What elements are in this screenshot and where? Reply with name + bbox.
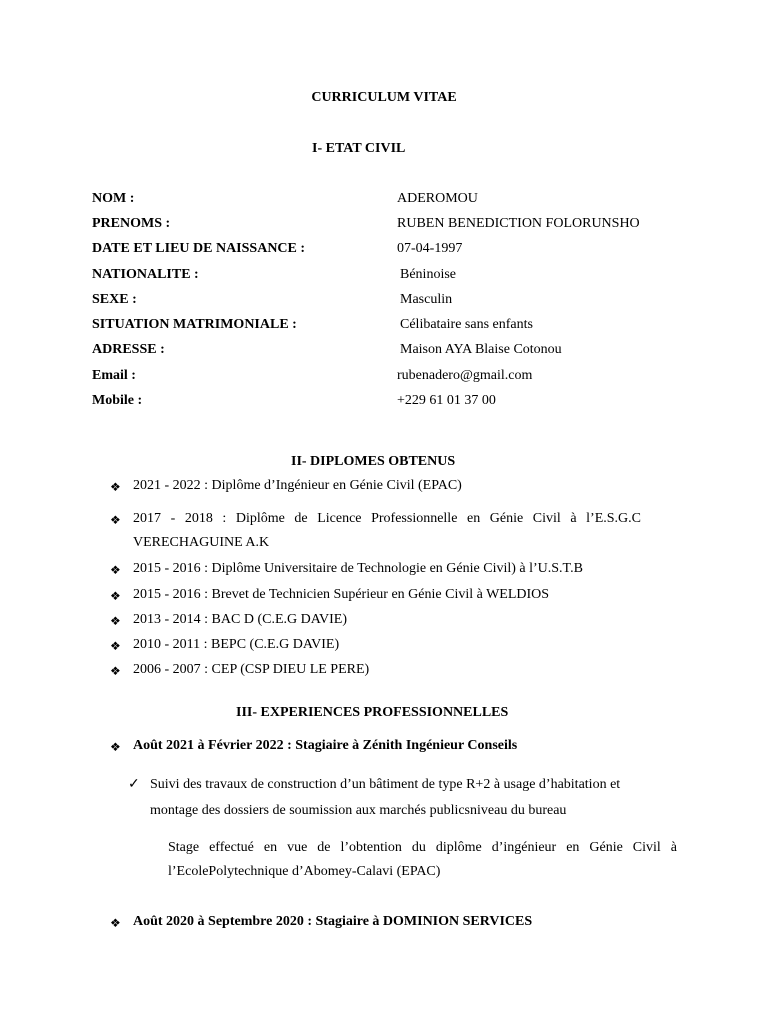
- diplome-item: 2006 - 2007 : CEP (CSP DIEU LE PERE): [133, 662, 370, 677]
- value-naissance: 07-04-1997: [397, 241, 463, 256]
- check-icon: ✓: [128, 777, 140, 792]
- value-adresse: Maison AYA Blaise Cotonou: [400, 342, 562, 357]
- label-nom: NOM :: [92, 191, 135, 206]
- experience-note-continuation: l’EcolePolytechnique d’Abomey-Calavi (EPAC): [168, 864, 441, 879]
- label-naissance: DATE ET LIEU DE NAISSANCE :: [92, 241, 306, 256]
- value-sexe: Masculin: [400, 292, 453, 307]
- experience-title: Août 2020 à Septembre 2020 : Stagiaire à DOMINION SERVICES: [133, 914, 533, 929]
- label-prenoms: PRENOMS :: [92, 216, 171, 231]
- diplome-item: 2013 - 2014 : BAC D (C.E.G DAVIE): [133, 612, 348, 627]
- diamond-bullet-icon: ❖: [110, 639, 121, 653]
- label-mobile: Mobile :: [92, 393, 143, 408]
- section-etat-civil: I- ETAT CIVIL: [312, 141, 406, 156]
- experience-task: Suivi des travaux de construction d’un bâtiment de type R+2 à usage d’habitation et: [150, 777, 621, 792]
- value-situation: Célibataire sans enfants: [400, 317, 533, 332]
- value-nationalite: Béninoise: [400, 267, 456, 282]
- experience-note: Stage effectué en vue de l’obtention du diplôme d’ingénieur en Génie Civil à: [168, 840, 677, 855]
- diamond-bullet-icon: ❖: [110, 480, 121, 494]
- diplome-item-continuation: VERECHAGUINE A.K: [133, 535, 270, 550]
- diamond-bullet-icon: ❖: [110, 589, 121, 603]
- value-prenoms: RUBEN BENEDICTION FOLORUNSHO: [397, 216, 640, 231]
- label-sexe: SEXE :: [92, 292, 137, 307]
- diplome-item: 2017 - 2018 : Diplôme de Licence Professionnelle en Génie Civil à l’E.S.G.C: [133, 511, 641, 526]
- diamond-bullet-icon: ❖: [110, 740, 121, 754]
- diplome-item: 2010 - 2011 : BEPC (C.E.G DAVIE): [133, 637, 340, 652]
- section-experiences: III- EXPERIENCES PROFESSIONNELLES: [236, 705, 509, 720]
- label-nationalite: NATIONALITE :: [92, 267, 199, 282]
- experience-title: Août 2021 à Février 2022 : Stagiaire à Zénith Ingénieur Conseils: [133, 738, 518, 753]
- diplome-item: 2021 - 2022 : Diplôme d’Ingénieur en Génie Civil (EPAC): [133, 478, 462, 493]
- diplome-item: 2015 - 2016 : Diplôme Universitaire de Technologie en Génie Civil) à l’U.S.T.B: [133, 561, 583, 576]
- diplome-item: 2015 - 2016 : Brevet de Technicien Supérieur en Génie Civil à WELDIOS: [133, 587, 550, 602]
- value-mobile: +229 61 01 37 00: [397, 393, 496, 408]
- experience-task-continuation: montage des dossiers de soumission aux marchés publicsniveau du bureau: [150, 803, 567, 818]
- diamond-bullet-icon: ❖: [110, 664, 121, 678]
- label-adresse: ADRESSE :: [92, 342, 165, 357]
- section-diplomes: II- DIPLOMES OBTENUS: [291, 454, 456, 469]
- label-situation: SITUATION MATRIMONIALE :: [92, 317, 297, 332]
- label-email: Email :: [92, 368, 136, 383]
- diamond-bullet-icon: ❖: [110, 513, 121, 527]
- value-nom: ADEROMOU: [397, 191, 478, 206]
- diamond-bullet-icon: ❖: [110, 563, 121, 577]
- diamond-bullet-icon: ❖: [110, 916, 121, 930]
- diamond-bullet-icon: ❖: [110, 614, 121, 628]
- value-email: rubenadero@gmail.com: [397, 368, 533, 383]
- document-title: CURRICULUM VITAE: [311, 90, 457, 105]
